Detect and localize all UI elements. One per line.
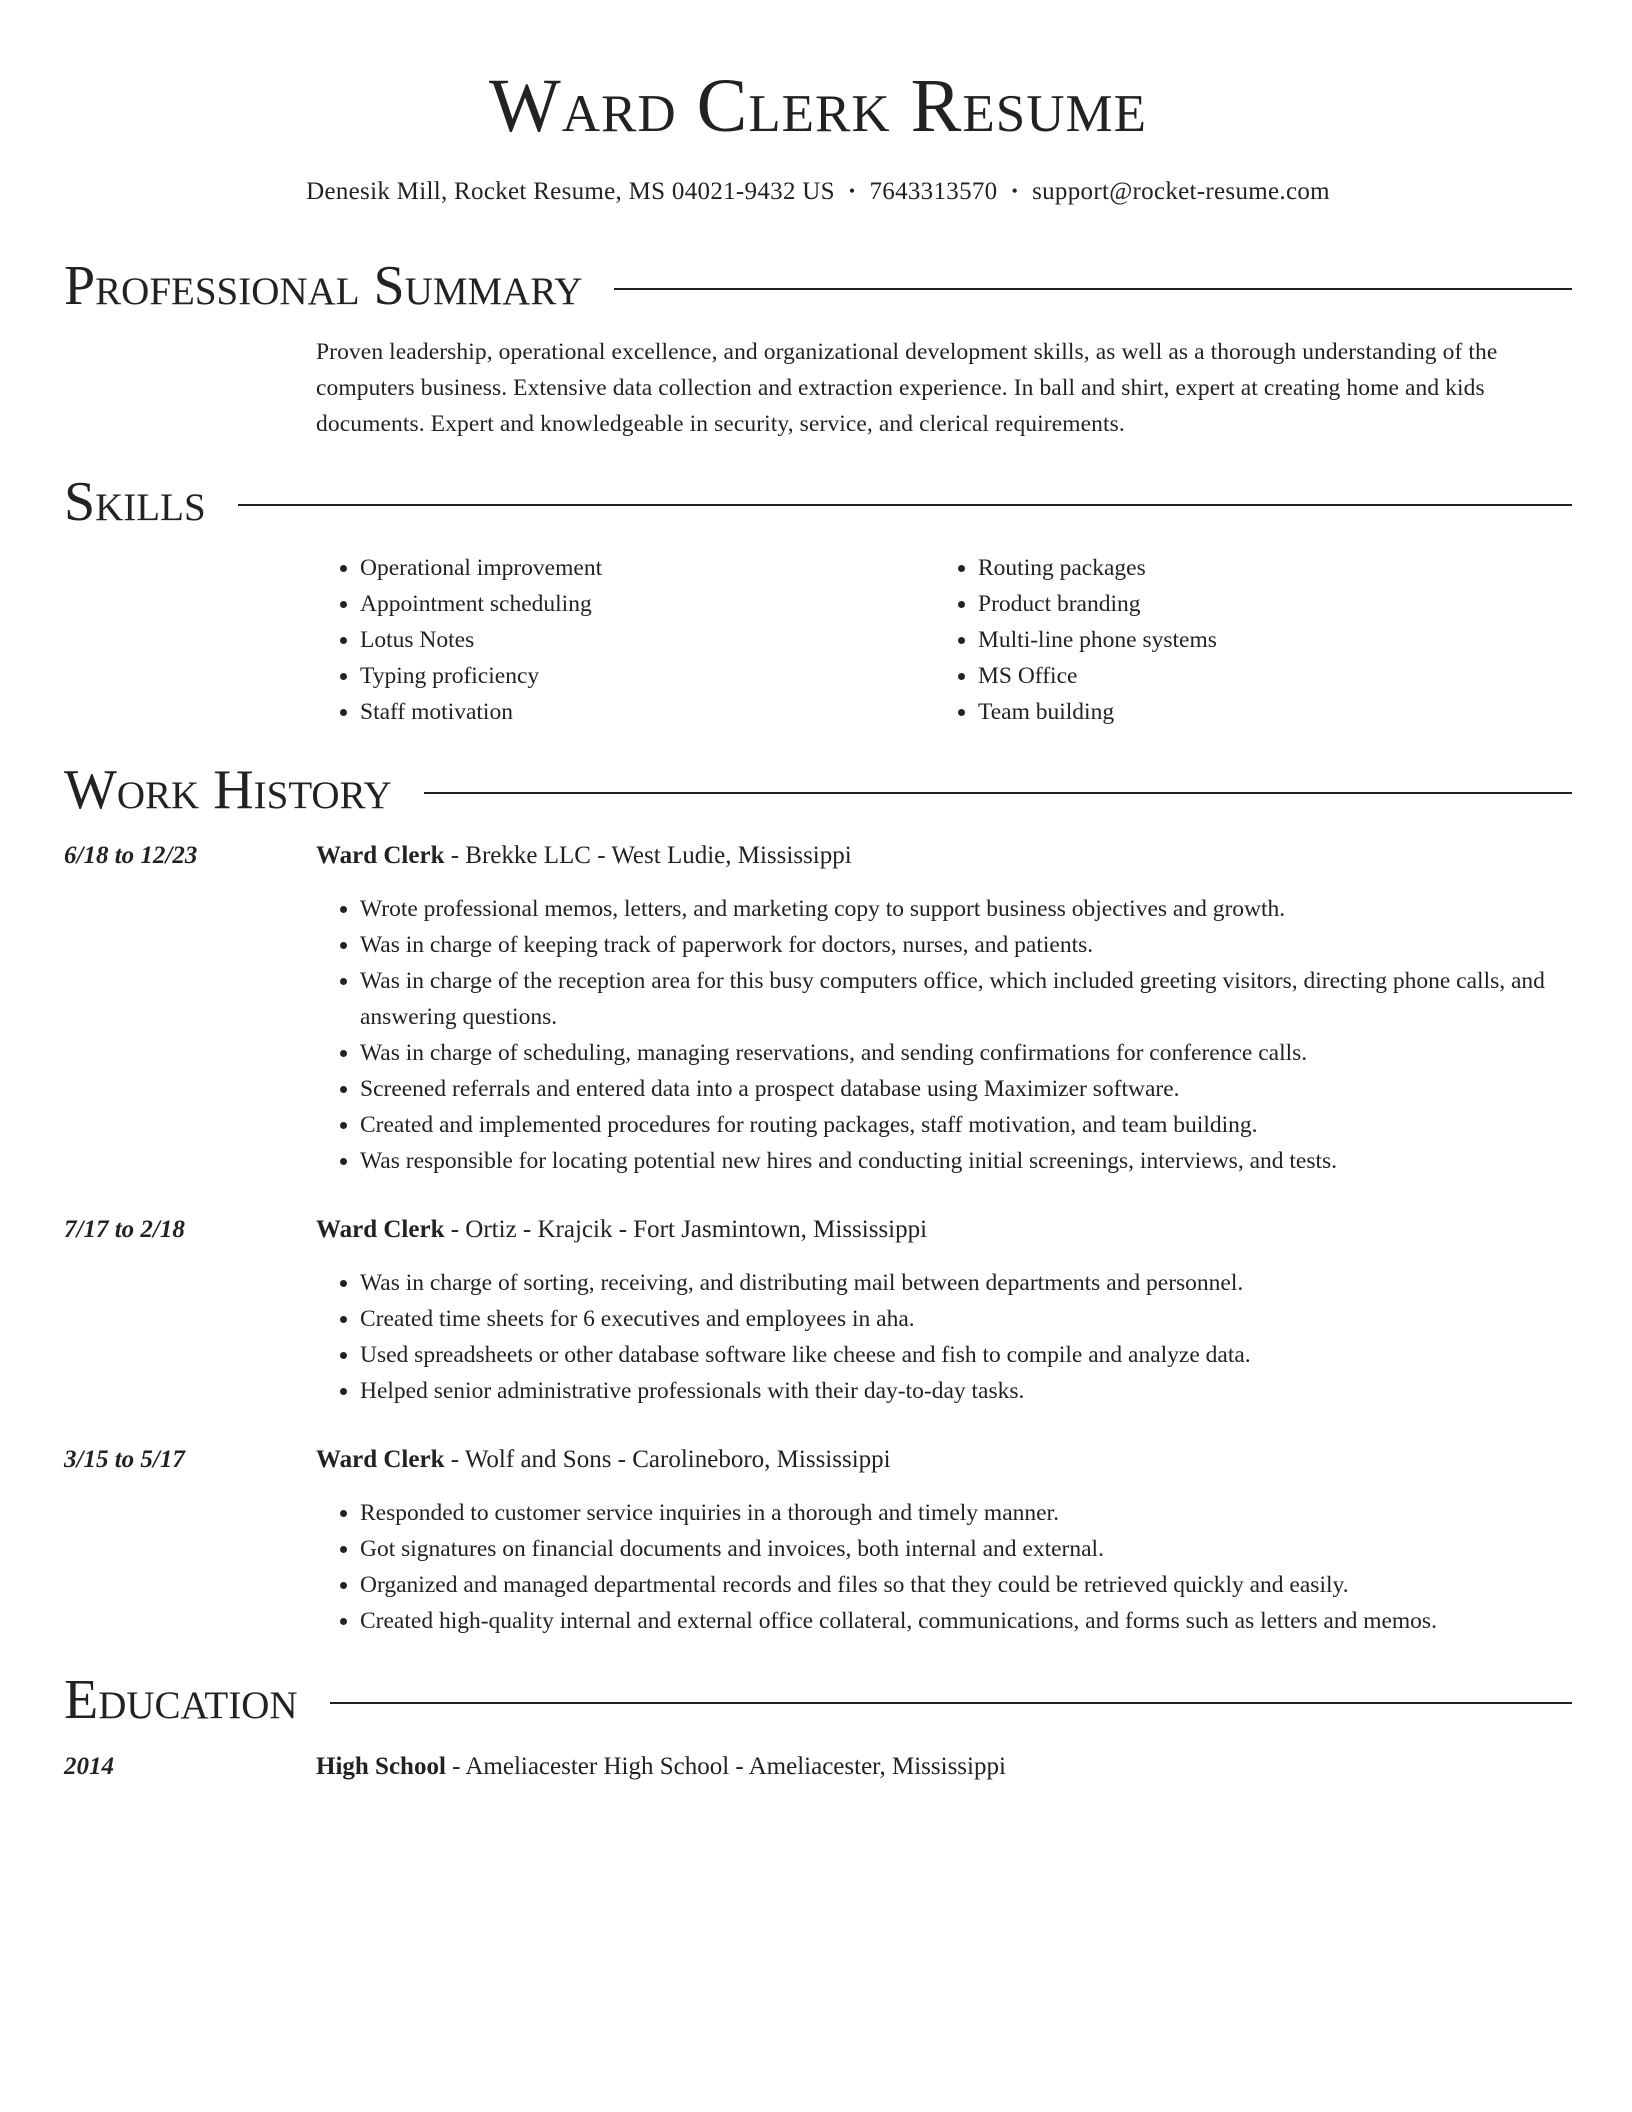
skill-item: • Lotus Notes (360, 622, 934, 658)
education-year: 2014 (64, 1753, 114, 1780)
skill-item: • Typing proficiency (360, 658, 934, 694)
job-bullet-list (316, 1495, 1572, 1639)
job-details: - Ortiz - Krajcik - Fort Jasmintown, Mississippi (444, 1216, 928, 1243)
skill-item: • Team building (978, 694, 1552, 730)
skills-list (316, 550, 1572, 730)
job-bullet: • Was in charge of sorting, receiving, and distributing mail between departments and personnel. (360, 1265, 1572, 1301)
section-title-summary: Professional Summary (64, 255, 583, 317)
job-bullet: • Was responsible for locating potential new hires and conducting initial screenings, interviews, and tests. (360, 1143, 1572, 1179)
job-bullet: • Created time sheets for 6 executives and employees in aha. (360, 1301, 1572, 1337)
education-heading (64, 1668, 1572, 1732)
address: Denesik Mill, Rocket Resume, MS 04021-9432 US (306, 178, 835, 205)
job-heading (316, 1213, 927, 1247)
job-bullet: • Was in charge of keeping track of paperwork for doctors, nurses, and patients. (360, 927, 1572, 963)
job-bullet: • Used spreadsheets or other database software like cheese and fish to compile and analyze data. (360, 1337, 1572, 1373)
job-bullet: • Was in charge of the reception area for this busy computers office, which included greeting visitors, directing phone calls, and answering questions. (360, 963, 1572, 1035)
skill-item: • Multi-line phone systems (978, 622, 1552, 658)
section-title-education: Education (64, 1669, 298, 1731)
job-role: Ward Clerk (316, 842, 445, 869)
skills-heading (64, 470, 1572, 534)
section-title-skills: Skills (64, 471, 206, 533)
job-bullet: • Created and implemented procedures for routing packages, staff motivation, and team building. (360, 1107, 1572, 1143)
skill-item: • Product branding (978, 586, 1552, 622)
skill-item: • Routing packages (978, 550, 1552, 586)
job-heading (316, 1443, 891, 1477)
email: support@rocket-resume.com (1032, 178, 1330, 205)
skill-item: • Operational improvement (360, 550, 934, 586)
education-heading (316, 1750, 1006, 1784)
skill-item: • MS Office (978, 658, 1552, 694)
section-divider (424, 792, 1572, 794)
job-bullet: • Got signatures on financial documents and invoices, both internal and external. (360, 1531, 1572, 1567)
job-details: - Brekke LLC - West Ludie, Mississippi (444, 842, 852, 869)
section-title-work: Work History (64, 759, 392, 821)
job-details: - Wolf and Sons - Carolineboro, Mississippi (444, 1446, 891, 1473)
job-bullet: • Helped senior administrative professionals with their day-to-day tasks. (360, 1373, 1572, 1409)
skills-column-right (934, 550, 1552, 730)
work-heading (64, 758, 1572, 822)
job-bullet: • Screened referrals and entered data into a prospect database using Maximizer software. (360, 1071, 1572, 1107)
job-bullet: • Responded to customer service inquiries in a thorough and timely manner. (360, 1495, 1572, 1531)
section-divider (614, 288, 1572, 290)
job-bullet-list (316, 1265, 1572, 1409)
job-bullet: • Organized and managed departmental records and files so that they could be retrieved quickly and easily. (360, 1567, 1572, 1603)
summary-heading (64, 254, 1572, 318)
skills-column-left (316, 550, 934, 730)
resume-title: Ward Clerk Resume (488, 64, 1147, 148)
job-dates: 6/18 to 12/23 (64, 842, 198, 869)
skill-item: • Appointment scheduling (360, 586, 934, 622)
education-details: - Ameliacester High School - Ameliacester, Mississippi (445, 1753, 1006, 1780)
job-role: Ward Clerk (316, 1446, 445, 1473)
job-dates: 7/17 to 2/18 (64, 1216, 185, 1243)
skill-item: • Staff motivation (360, 694, 934, 730)
job-bullet: • Created high-quality internal and external office collateral, communications, and forms such as letters and memos. (360, 1603, 1572, 1639)
section-divider (238, 504, 1572, 506)
section-divider (330, 1702, 1572, 1704)
job-bullet: • Was in charge of scheduling, managing reservations, and sending confirmations for conference calls. (360, 1035, 1572, 1071)
job-role: Ward Clerk (316, 1216, 445, 1243)
job-bullet-list (316, 891, 1572, 1179)
phone: 7643313570 (869, 178, 998, 205)
contact-line (64, 174, 1572, 209)
job-dates: 3/15 to 5/17 (64, 1446, 185, 1473)
separator-dot: • (848, 181, 856, 201)
job-heading (316, 839, 852, 873)
education-degree: High School (316, 1753, 446, 1780)
summary-text: Proven leadership, operational excellence, and organizational development skills, as well as a thorough understanding of the computers business. Extensive data collection and extraction experience. In ball and shirt, expert at creating home and kids documents. Expert and knowledgeable in security, service, and clerical requirements. (316, 339, 1498, 437)
separator-dot: • (1011, 181, 1019, 201)
job-bullet: • Wrote professional memos, letters, and marketing copy to support business objectives and growth. (360, 891, 1572, 927)
